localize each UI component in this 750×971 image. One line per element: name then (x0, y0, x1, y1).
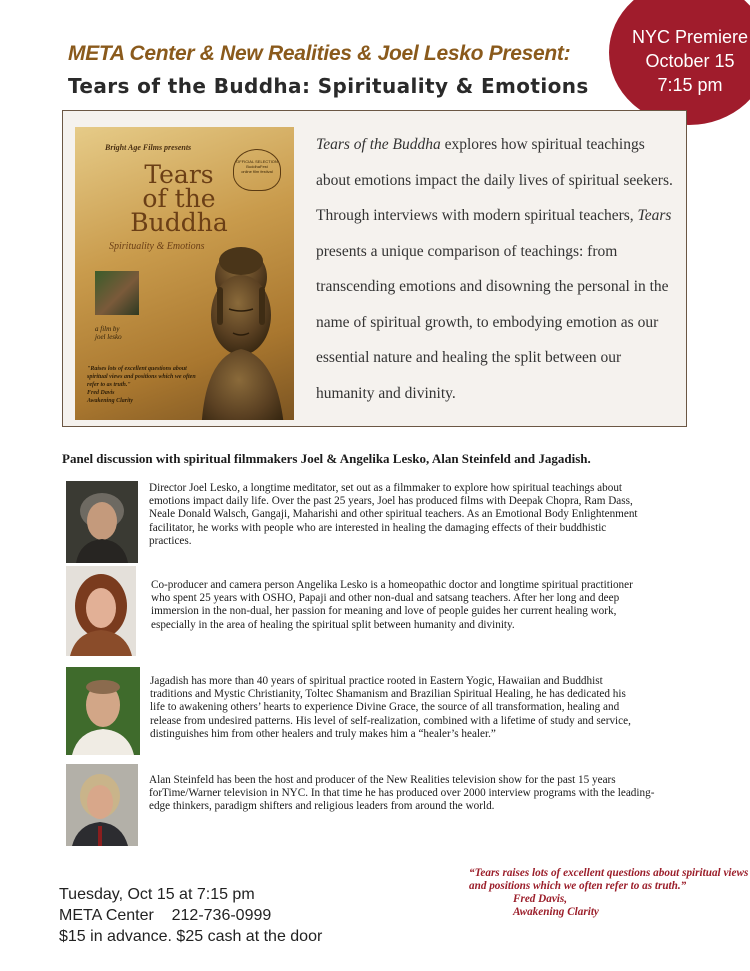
alan-steinfeld-photo (66, 764, 138, 846)
bio-text: Co-producer and camera person Angelika Lesko is a homeopathic doctor and longtime spiritual practitioner who spent 25 years with OSHO, Papaji and other non-dual and satsang teachers. After her long and deep immersion in the non-dual, her passion for meaning and love of people guides her current healing work, especially in the area of healing the spiritual split between humanity and divinity. (151, 579, 633, 631)
poster-title-line: of the (142, 184, 216, 213)
director-photo (95, 271, 139, 315)
premiere-date: October 15 (645, 51, 735, 71)
premiere-time: 7:15 pm (657, 75, 723, 95)
review-quote-author: Fred Davis, (513, 893, 568, 905)
laurel-line: online film festival (241, 169, 273, 174)
premiere-badge (609, 0, 750, 125)
poster-quote-author: Fred Davis (87, 390, 115, 396)
poster-director-line: joel lesko (95, 333, 122, 341)
feature-box (62, 110, 687, 427)
review-quote (469, 867, 750, 919)
angelika-lesko-photo (66, 566, 136, 656)
poster-title (119, 160, 239, 237)
event-info (59, 884, 322, 947)
event-price: $15 in advance. $25 cash at the door (59, 928, 323, 945)
bio-text: Alan Steinfeld has been the host and producer of the New Realities television show for the past 15 years forTime/Warner television in NYC. In that time he has produced over 2000 interview programs with the leading-edge thinkers, paradigm shifters and religious leaders from around the world. (149, 774, 655, 813)
premiere-label: NYC Premiere (631, 27, 749, 47)
poster-quote-source: Awakening Clarity (87, 398, 134, 404)
movie-poster (75, 127, 294, 420)
laurel-line: BuddhaFest (246, 164, 268, 169)
jagadish-photo (66, 667, 140, 755)
tears-italic: Tears (637, 207, 672, 224)
laurel-text (235, 159, 279, 174)
bio-text: Jagadish has more than 40 years of spiritual practice rooted in Eastern Yogic, Hawaiian and Buddhist traditions and Mystic Christianity, Toltec Shamanism and Brazilian Spiritual Healing, he has dedicated his life to awakening others’ hearts to experience Divine Grace, the source of all transformation, healing and release from undesired patterns. His level of self-realization, combined with a lifetime of study and service, distinguishes him from other healers and truly makes him a “healer’s healer.” (150, 675, 631, 740)
poster-quote-text: "Raises lots of excellent questions about spiritual views and positions which we often refer to as truth." (87, 366, 196, 388)
buddha-statue-image (181, 237, 294, 420)
description-text: explores how spiritual teachings about emotions impact the daily lives of spiritual seekers. Through interviews with modern spiritual teachers, (316, 136, 673, 224)
event-venue: META Center 212-736-0999 (59, 907, 272, 924)
poster-presents: Bright Age Films presents (105, 143, 192, 152)
page-title: Tears of the Buddha: Spirituality & Emotions (68, 74, 589, 98)
laurel-line: OFFICIAL SELECTION (236, 159, 278, 164)
film-title-italic: Tears of the Buddha (316, 136, 441, 153)
event-date: Tuesday, Oct 15 at 7:15 pm (59, 886, 255, 903)
panel-heading: Panel discussion with spiritual filmmakers Joel & Angelika Lesko, Alan Steinfeld and Jagadish. (62, 451, 591, 466)
joel-lesko-photo (66, 481, 138, 563)
bio-text: Director Joel Lesko, a longtime meditator, set out as a filmmaker to explore how spiritual teachings about emotions impact daily life. Over the past 25 years, Joel has produced films with Deepak Chopra, Ram Dass, Neale Donald Walsch, Gangaji, Maharishi and other spiritual teachers. As an Emotional Body Enlightenment facilitator, he works with people who are interested in healing the damaging effects of their buddhistic practices. (149, 482, 638, 547)
poster-director-line: a film by (95, 325, 120, 333)
poster-director (95, 325, 122, 341)
film-description (316, 127, 681, 411)
review-quote-source: Awakening Clarity (513, 906, 599, 918)
poster-title-line: Buddha (130, 208, 228, 237)
presenters-line: META Center & New Realities & Joel Lesko Present: (68, 42, 571, 65)
review-quote-text: “Tears raises lots of excellent questions about spiritual views and positions which we often refer to as truth.” (469, 867, 749, 892)
poster-title-line: Tears (144, 160, 214, 189)
poster-subtitle: Spirituality & Emotions (109, 241, 205, 252)
description-text: presents a unique comparison of teachings: from transcending emotions and disowning the personal in the name of spiritual growth, to embodying emotion as our essential nature and healing the split between our humanity and divinity. (316, 242, 669, 402)
